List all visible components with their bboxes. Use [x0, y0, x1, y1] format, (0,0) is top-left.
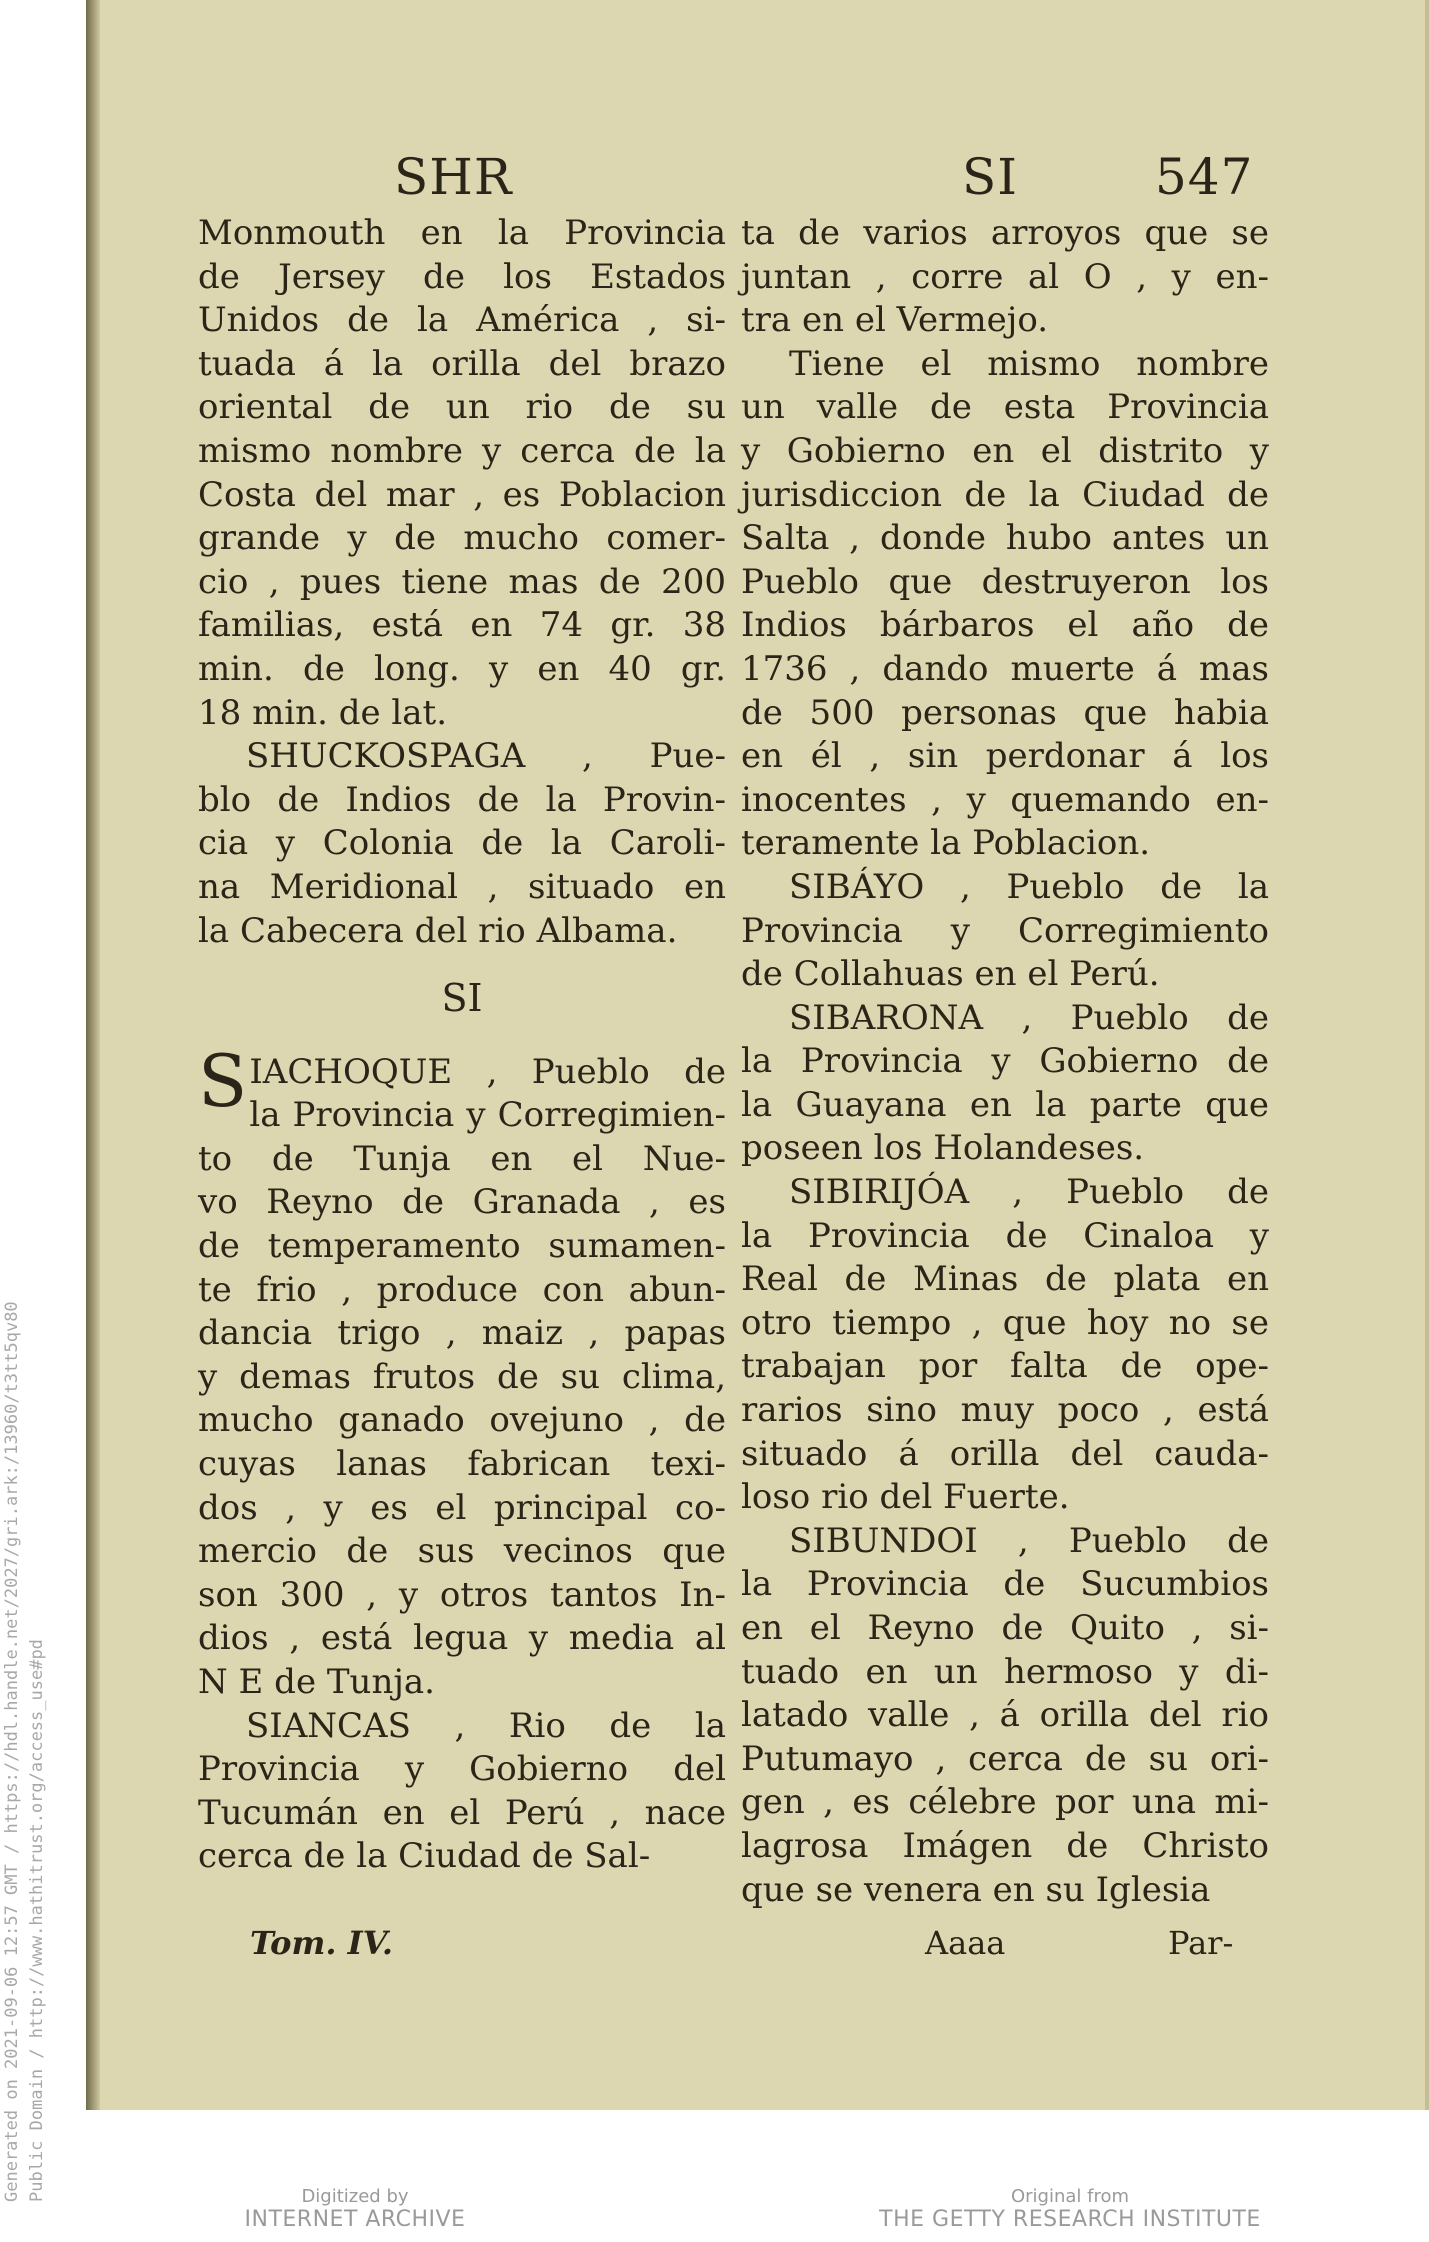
- text-line: SIBARONA , Pueblo de: [789, 997, 1269, 1038]
- text-line: na Meridional , situado en: [198, 866, 726, 907]
- section-heading: SI: [441, 976, 483, 1021]
- text-line: de 500 personas que habia: [741, 692, 1269, 733]
- text-line: min. de long. y en 40 gr.: [198, 648, 726, 689]
- text-line: Indios bárbaros el año de: [741, 605, 1269, 646]
- text-line: mercio de sus vecinos que: [198, 1531, 726, 1572]
- text-line: vo Reyno de Granada , es: [198, 1182, 726, 1223]
- text-line: teramente la Poblacion.: [741, 823, 1151, 864]
- entry-sibayo: [741, 866, 1269, 997]
- text-line: Provincia y Corregimiento: [741, 910, 1269, 951]
- entry-shuckospaga: [198, 735, 726, 953]
- text-line: la Cabecera del rio Albama.: [198, 910, 678, 951]
- watermark-line-2: Public Domain / http://www.hathitrust.org/access_use#pd: [27, 1639, 47, 2202]
- text-line: loso rio del Fuerte.: [741, 1477, 1070, 1518]
- text-line: mismo nombre y cerca de la: [198, 430, 726, 471]
- running-head-left: SHR: [394, 148, 513, 206]
- text-line: IACHOQUE , Pueblo de: [249, 1051, 726, 1092]
- text-line: la Provincia y Corregimien-: [249, 1095, 726, 1136]
- text-line: de Jersey de los Estados: [198, 256, 726, 297]
- text-line: blo de Indios de la Provin-: [198, 779, 726, 820]
- page-edge: [1425, 0, 1429, 2110]
- text-line: un valle de esta Provincia: [741, 387, 1269, 428]
- entry-sibundoi: [741, 1520, 1269, 1912]
- text-line: en el Reyno de Quito , si-: [741, 1608, 1269, 1648]
- text-line: son 300 , y otros tantos In-: [198, 1574, 726, 1615]
- text-line: cuyas lanas fabrican texi-: [198, 1444, 726, 1485]
- text-line: situado á orilla del cauda-: [741, 1433, 1269, 1474]
- text-line: te frio , produce con abun-: [198, 1269, 726, 1310]
- text-line: de Collahuas en el Perú.: [741, 954, 1160, 995]
- text-line: cerca de la Ciudad de Sal-: [198, 1836, 651, 1877]
- credit-digitized-source: INTERNET ARCHIVE: [244, 2207, 466, 2232]
- text-line: Monmouth en la Provincia: [198, 213, 726, 253]
- text-line: trabajan por falta de ope-: [741, 1346, 1269, 1387]
- watermark-line-1: Generated on 2021-09-06 12:57 GMT / https://hdl.handle.net/2027/gri.ark:/13960/t3tt5qv80: [2, 1301, 22, 2202]
- text-line: 18 min. de lat.: [198, 692, 448, 733]
- text-line: la Guayana en la parte que: [741, 1084, 1269, 1125]
- text-line: SHUCKOSPAGA , Pue-: [246, 736, 726, 777]
- text-line: familias, está en 74 gr. 38: [198, 605, 726, 646]
- text-line: mucho ganado ovejuno , de: [198, 1400, 726, 1441]
- text-line: Putumayo , cerca de su ori-: [741, 1738, 1269, 1779]
- text-line: inocentes , y quemando en-: [741, 779, 1269, 820]
- text-line: dos , y es el principal co-: [198, 1487, 726, 1528]
- entry-siachoque: [198, 1038, 726, 1705]
- text-line: Pueblo que destruyeron los: [741, 561, 1269, 602]
- text-line: la Provincia de Cinaloa y: [741, 1215, 1269, 1256]
- credit-digitized: [200, 2186, 510, 2232]
- text-line: Costa del mar , es Poblacion: [198, 474, 726, 515]
- signature-tom: Tom. IV.: [250, 1924, 393, 1962]
- text-line: poseen los Holandeses.: [741, 1128, 1145, 1169]
- credit-digitized-label: Digitized by: [301, 2186, 409, 2207]
- credit-original-source: THE GETTY RESEARCH INSTITUTE: [879, 2207, 1261, 2232]
- text-line: jurisdiccion de la Ciudad de: [741, 474, 1269, 515]
- text-line: tra en el Vermejo.: [741, 300, 1049, 341]
- text-line: SIANCAS , Rio de la: [246, 1705, 726, 1746]
- text-line: de temperamento sumamen-: [198, 1226, 726, 1267]
- page-gutter-shadow: [86, 0, 100, 2110]
- left-column: [198, 212, 726, 1879]
- entry-sibirijoa: [741, 1171, 1269, 1520]
- text-line: latado valle , á orilla del rio: [741, 1695, 1269, 1736]
- text-line: Real de Minas de plata en: [741, 1259, 1269, 1300]
- text-line: grande y de mucho comer-: [198, 518, 726, 559]
- text-line: cia y Colonia de la Caroli-: [198, 823, 726, 864]
- page-number: 547: [1155, 148, 1254, 206]
- credit-original-label: Original from: [1010, 2186, 1130, 2207]
- text-line: Salta , donde hubo antes un: [741, 518, 1269, 559]
- text-line: Tucumán en el Perú , nace: [198, 1792, 726, 1833]
- text-line: y demas frutos de su clima,: [198, 1356, 726, 1397]
- text-line: juntan , corre al O , y en-: [741, 256, 1269, 297]
- text-line: otro tiempo , que hoy no se: [741, 1302, 1269, 1343]
- text-line: Tiene el mismo nombre: [789, 343, 1269, 384]
- drop-cap: S: [198, 1038, 248, 1123]
- text-line: que se venera en su Iglesia: [741, 1869, 1211, 1910]
- credit-original: [860, 2186, 1280, 2232]
- entry-siancas-continued: [741, 212, 1269, 343]
- text-line: Provincia y Gobierno del: [198, 1749, 726, 1790]
- text-line: y Gobierno en el distrito y: [741, 430, 1269, 471]
- signature-mark: Aaaa: [925, 1924, 1006, 1962]
- text-line: tuado en un hermoso y di-: [741, 1651, 1269, 1692]
- text-line: SIBÁYO , Pueblo de la: [789, 866, 1269, 907]
- text-line: la Provincia de Sucumbios: [741, 1564, 1269, 1605]
- entry-sibarona: [741, 997, 1269, 1171]
- text-line: cio , pues tiene mas de 200: [198, 561, 726, 602]
- text-line: lagrosa Imágen de Christo: [741, 1825, 1269, 1866]
- text-line: gen , es célebre por una mi-: [741, 1782, 1269, 1823]
- text-line: SIBIRIJÓA , Pueblo de: [789, 1172, 1269, 1213]
- text-line: dancia trigo , maiz , papas: [198, 1313, 726, 1354]
- right-column: [741, 212, 1269, 1912]
- text-line: la Provincia y Gobierno de: [741, 1041, 1269, 1082]
- text-line: SIBUNDOI , Pueblo de: [789, 1520, 1269, 1561]
- entry-monmouth: [198, 212, 726, 735]
- hathitrust-watermark: [0, 1301, 50, 2242]
- text-line: 1736 , dando muerte á mas: [741, 648, 1269, 689]
- catchword: Par-: [1168, 1924, 1234, 1962]
- text-line: rarios sino muy poco , está: [741, 1390, 1269, 1431]
- entry-siancas: [198, 1705, 726, 1879]
- text-line: dios , está legua y media al: [198, 1618, 726, 1659]
- running-head-center: SI: [962, 148, 1019, 206]
- text-line: tuada á la orilla del brazo: [198, 343, 726, 384]
- text-line: to de Tunja en el Nue-: [198, 1138, 726, 1179]
- text-line: N E de Tunja.: [198, 1662, 435, 1702]
- text-line: oriental de un rio de su: [198, 387, 726, 428]
- text-line: ta de varios arroyos que se: [741, 213, 1269, 253]
- text-line: en él , sin perdonar á los: [741, 736, 1269, 777]
- text-line: Unidos de la América , si-: [198, 300, 726, 341]
- entry-tiene: [741, 343, 1269, 866]
